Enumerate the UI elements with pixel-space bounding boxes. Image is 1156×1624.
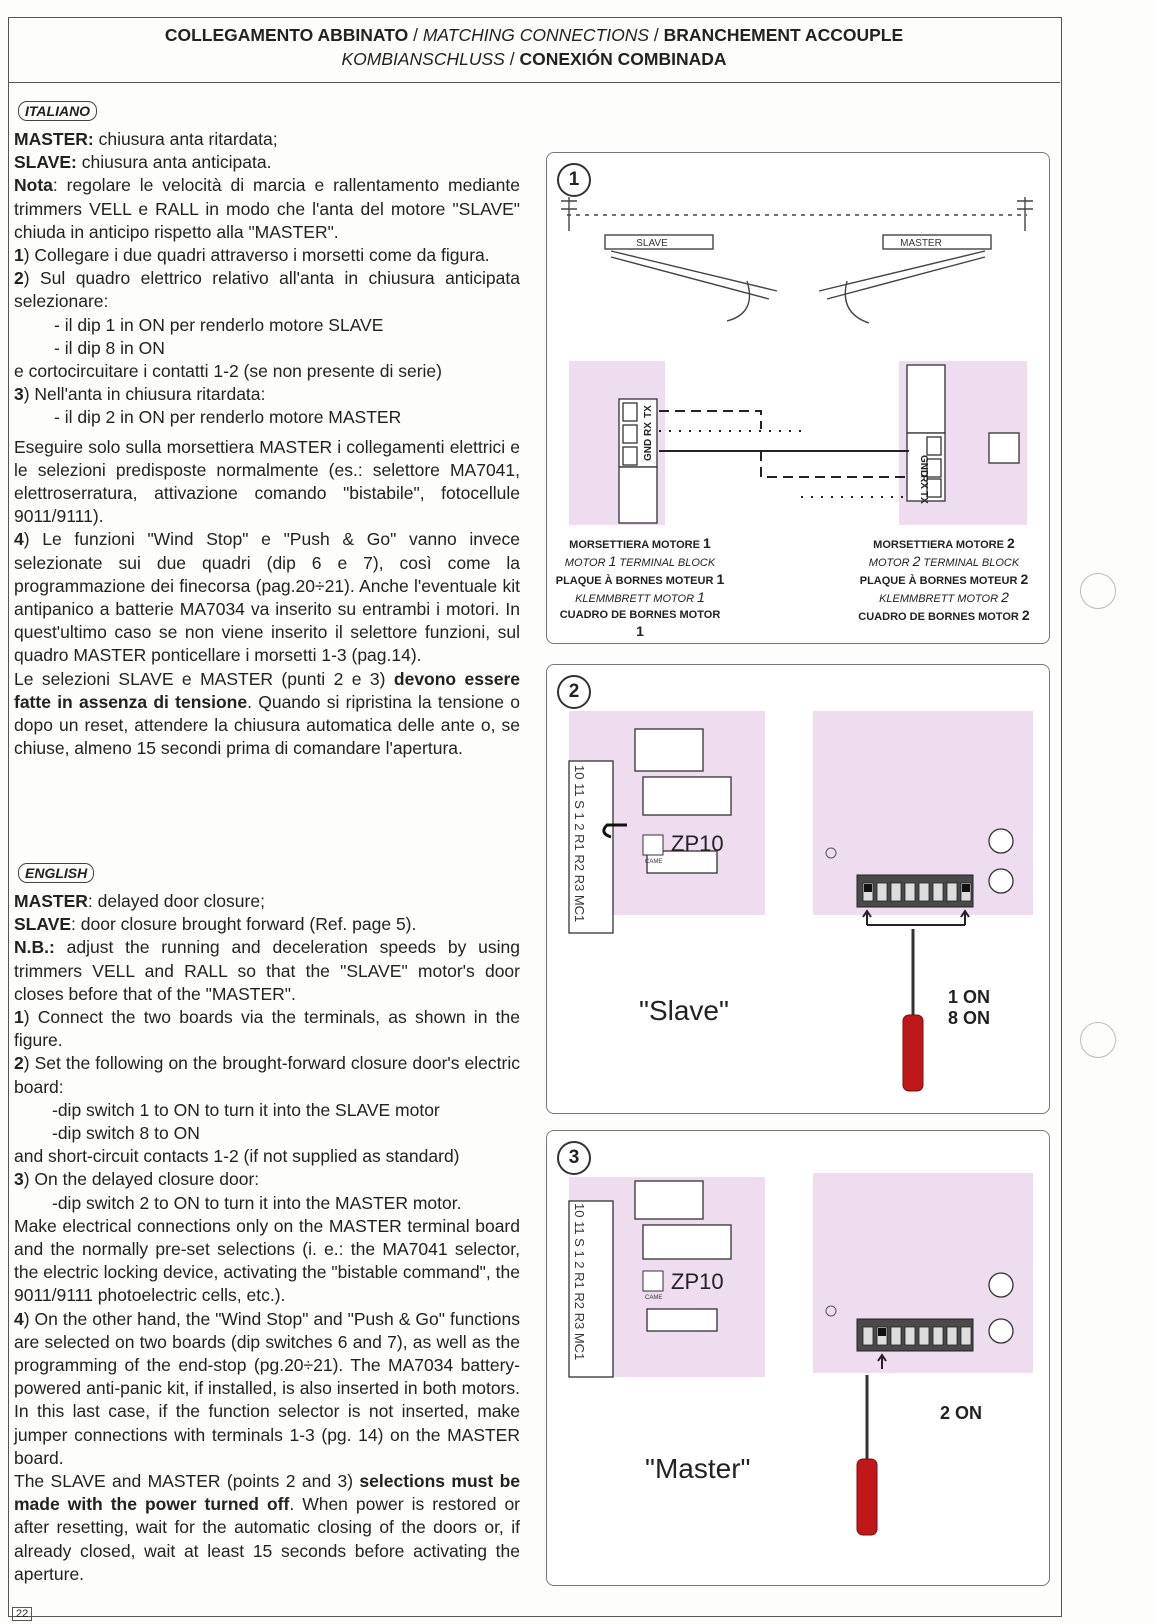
board-model-label: ZP10 [671, 831, 724, 856]
terminal-labels: 10 11 S 1 2 R1 R2 R3 MC1 [572, 765, 587, 923]
language-tag-italiano: ITALIANO [18, 101, 97, 121]
slave-caption: "Slave" [639, 995, 729, 1026]
slave-board-illustration [547, 665, 1049, 1113]
screwdriver-icon [903, 929, 923, 1091]
terminal-2-gnd-label: GND [918, 455, 929, 478]
terminal-labels: 10 11 S 1 2 R1 R2 R3 MC1 [572, 1203, 587, 1361]
wiring-diagram [547, 153, 1049, 533]
screwdriver-icon [857, 1375, 877, 1535]
terminal-1-tx-label: TX [643, 405, 654, 418]
master-caption: "Master" [645, 1453, 751, 1484]
terminal-2-rx-label: RX [918, 475, 929, 489]
came-logo-box [643, 1271, 663, 1291]
header-title-es: CONEXIÓN COMBINADA [519, 49, 727, 69]
header-title-en: MATCHING CONNECTIONS [422, 25, 650, 45]
dip-switch [857, 1319, 973, 1351]
terminal-block-2-caption: MORSETTIERA MOTORE 2 MOTOR 2 TERMINAL BLOCK PLAQUE À BORNES MOTEUR 2 KLEMMBRETT MOTOR 2 CUADRO DE BORNES MOTOR 2 [858, 535, 1030, 623]
gate-top-view-illustration [561, 197, 1033, 323]
header-line-2: KOMBIANSCHLUSS / CONEXIÓN COMBINADA [341, 49, 727, 69]
binder-hole [1080, 573, 1116, 609]
header-title-fr: BRANCHEMENT ACCOUPLE [663, 25, 904, 45]
page-header [8, 17, 1060, 83]
language-tag-english: ENGLISH [18, 863, 94, 883]
terminal-2-tx-label: TX [918, 491, 929, 504]
header-title-de: KOMBIANSCHLUSS [341, 49, 505, 69]
came-logo-box [643, 835, 663, 855]
figure-2-number: 2 [557, 675, 591, 709]
english-section: MASTER: delayed door closure; SLAVE: door closure brought forward (Ref. page 5). N.B.: adjust the running and deceleration speeds by using trimmers VELL and RALL so that the "SLAVE" motor's door closes before that of the "MASTER". 1) Connect the two boards via the terminals, as shown in the figure. 2) Set the following on the brought-forward closure door's electric board: -dip switch 1 to ON to turn it into the SLAVE motor -dip switch 8 to ON and short-circuit contacts 1-2 (if not supplied as standard) 3) On the delayed closure door: -dip switch 2 to ON to turn it into the MASTER motor. Make electrical connections only on the MASTER terminal board and the normally pre-set selections (i. e.: the MA7041 selector, the electric locking device, activating the "bistable command", the 9011/9111 photoelectric cells, etc.). 4) On the other hand, the "Wind Stop" and "Push & Go" functions are selected on two boards (dip switches 6 and 7), as well as the programming of the end-stop (pg.20÷21). The MA7034 battery-powered anti-panic kit, if installed, is also inserted in both motors. In this last case, if the function selector is not inserted, make jumper connections with terminals 1-3 (pg. 14) on the MASTER board. The SLAVE and MASTER (points 2 and 3) selections must be made with the power turned off. When power is restored or after resetting, wait for the automatic closing of the doors or, if already closed, wait at least 15 seconds before activating the aperture. [14, 891, 521, 1584]
slave-motor-label: SLAVE [636, 238, 668, 249]
figure-2-panel [546, 664, 1050, 1114]
figure-3-panel [546, 1130, 1050, 1586]
header-line-1: COLLEGAMENTO ABBINATO / MATCHING CONNECTIONS / BRANCHEMENT ACCOUPLE [164, 25, 904, 45]
terminal-block-1-caption: MORSETTIERA MOTORE 1 MOTOR 1 TERMINAL BLOCK PLAQUE À BORNES MOTEUR 1 KLEMMBRETT MOTOR 1 CUADRO DE BORNES MOTOR 1 [555, 535, 725, 639]
header-title-it: COLLEGAMENTO ABBINATO [164, 25, 409, 45]
binder-hole [1080, 1022, 1116, 1058]
connection-wires [659, 411, 909, 497]
terminal-1-gnd-label: GND [643, 438, 654, 461]
board-model-label: ZP10 [671, 1269, 724, 1294]
figure-1-number: 1 [557, 163, 591, 197]
slave-dip-setting: 1 ON 8 ON [947, 987, 990, 1028]
italian-section: MASTER: chiusura anta ritardata; SLAVE: chiusura anta anticipata. Nota: regolare le velocità di marcia e rallentamento mediante trimmers VELL e RALL in modo che l'anta del motore "SLAVE" chiuda in anticipo rispetto alla "MASTER". 1) Collegare i due quadri attraverso i morsetti come da figura. 2) Sul quadro elettrico relativo all'anta in chiusura anticipata selezionare: - il dip 1 in ON per renderlo motore SLAVE - il dip 8 in ON e cortocircuitare i contatti 1-2 (se non presente di serie) 3) Nell'anta in chiusura ritardata: - il dip 2 in ON per renderlo motore MASTER Eseguire solo sulla morsettiera MASTER i collegamenti elettrici e le selezioni predisposte normalmente (es.: selettore MA7041, elettroserratura, attivazione comando "bistabile", fotocellule 9011/9111). 4) Le funzioni "Wind Stop" e "Push & Go" vanno invece selezionate sui due quadri (dip 6 e 7), così come la programmazione dei finecorsa (pag.20÷21). Anche l'eventuale kit antipanico a batterie MA7034 va inserito su entrambi i motori. In quest'ultimo caso se non viene inserito il selettore funzioni, sul quadro MASTER ponticellare i morsetti 1-3 (pag.14). Le selezioni SLAVE e MASTER (punti 2 e 3) devono essere fatte in assenza di tensione. Quando si ripristina la tensione o dopo un reset, attendere la chiusura automatica delle ante o, se chiuse, almeno 15 secondi prima di comandare l'apertura. [14, 129, 521, 759]
figure-3-number: 3 [557, 1141, 591, 1175]
came-brand: CAME [645, 859, 663, 865]
figure-1-panel [546, 152, 1050, 644]
master-board-illustration [547, 1131, 1049, 1585]
dip-switch [857, 875, 973, 907]
page-number: 22 [12, 1607, 32, 1621]
master-motor-label: MASTER [900, 238, 942, 249]
master-dip-setting: 2 ON [939, 1403, 982, 1423]
came-brand: CAME [645, 1295, 663, 1301]
terminal-1-rx-label: RX [643, 422, 654, 436]
